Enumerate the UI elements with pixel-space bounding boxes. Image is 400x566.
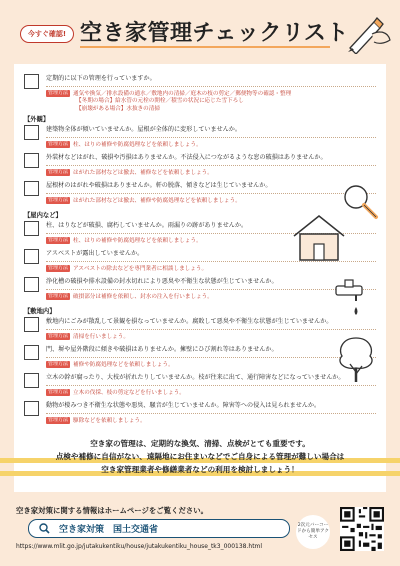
item-question: 柱、はりなどが破損、腐朽していませんか。雨漏りの跡がありませんか。 (46, 222, 248, 229)
method-badge: 管理方法 (48, 197, 69, 203)
item-question: 浄化槽の破損や排水設備の封水切れにより悪臭や不衛生な状態が生じていませんか。 (46, 278, 278, 285)
method-badge: 管理方法 (48, 237, 69, 243)
pencil-hand-icon (344, 14, 394, 54)
item-answer: 管理方法 駆除などを依頼しましょう。 (48, 417, 146, 424)
check-now-tag: 今すぐ確認! (20, 25, 74, 43)
checkbox[interactable] (24, 317, 39, 332)
page-header (0, 0, 400, 60)
dotted-divider (46, 137, 376, 138)
item-answer: 管理方法 はがれた部材などは撤去、補修などを依頼しましょう。 (48, 169, 213, 176)
checkbox[interactable] (24, 373, 39, 388)
item-answer: 管理方法 補修や防腐処理などを依頼しましょう。 (48, 361, 174, 368)
item-question: 門、塀や屋外階段に傾きや破損はありませんか。擁壁にひび割れ等はありませんか。 (46, 346, 278, 353)
section-label-exterior: 【外観】 (24, 116, 50, 123)
item-question: 屋根材のはがれや破損はありませんか。軒の脱落、傾きなどは生じていませんか。 (46, 182, 272, 189)
item-question: アスベストが露出していませんか。 (46, 250, 144, 257)
checkbox[interactable] (24, 221, 39, 236)
item-answer: 管理方法 はがれた部材などは撤去、補修や防腐処理などを依頼しましょう。 (48, 197, 241, 204)
method-badge: 管理方法 (48, 361, 69, 367)
item-answer: 管理方法 立木の伐採、枝の剪定などを行いましょう。 (48, 389, 185, 396)
summary-line: 空き家の管理は、定期的な換気、清掃、点検がとても重要です。 (90, 439, 310, 448)
item-question: 敷地内にごみが散乱して景観を損なっていませんか。腐敗して悪臭や不衛生な状態が生じていませんか。 (46, 318, 333, 325)
item-answer: 管理方法 破損部分は補修を依頼し、封水の注入を行いましょう。 (48, 293, 213, 300)
checkbox[interactable] (24, 401, 39, 416)
title-underline (80, 46, 330, 48)
summary-line: 空き家管理業者や修繕業者などの利用を検討しましょう！ (0, 463, 400, 476)
method-badge: 管理方法 (48, 141, 69, 147)
dotted-divider (46, 357, 376, 358)
dotted-divider (46, 193, 376, 194)
summary-message (0, 437, 400, 476)
section-label-grounds: 【敷地内】 (24, 308, 56, 315)
search-box[interactable] (28, 519, 290, 538)
item-question: 定期的に以下の管理を行っていますか。 (46, 75, 156, 82)
checkbox[interactable] (24, 153, 39, 168)
method-badge: 管理方法 (48, 389, 69, 395)
page-title: 空き家管理チェックリスト (80, 21, 349, 46)
checkbox[interactable] (24, 249, 39, 264)
method-badge: 管理方法 (48, 90, 69, 96)
method-badge: 管理方法 (48, 265, 69, 271)
item-question: 建築物全体が傾いていませんか。屋根が全体的に変形していませんか。 (46, 126, 241, 133)
checkbox[interactable] (24, 181, 39, 196)
dotted-divider (46, 385, 376, 386)
item-answer: 【冬期の場合】給水管の元栓の開栓／積雪の状況に応じた雪下ろし (76, 98, 244, 104)
item-answer: 管理方法 清掃を行いましょう。 (48, 333, 129, 340)
tree-icon (334, 334, 378, 384)
website-url[interactable]: https://www.mlit.go.jp/jutakukentiku/house/jutakukentiku_house_tk3_000138.html (16, 543, 263, 550)
checkbox[interactable] (24, 345, 39, 360)
method-badge: 管理方法 (48, 417, 69, 423)
dotted-divider (46, 86, 376, 87)
page-footer (14, 505, 386, 563)
item-question: 外装材などはがれ、破損や汚損はありませんか。不法侵入につながるような窓の破損はありませんか。 (46, 154, 327, 161)
qr-note: 2次元バーコードから簡単アクセス (296, 515, 330, 549)
search-keyword: 空き家対策 国土交通省 (59, 525, 159, 535)
section-label-interior: 【屋内など】 (24, 212, 62, 219)
method-badge: 管理方法 (48, 333, 69, 339)
item-answer: 管理方法 柱、はりの補修や防腐処理などを依頼しましょう。 (48, 141, 202, 148)
qr-code[interactable] (340, 507, 384, 551)
house-icon (290, 212, 348, 262)
dotted-divider (46, 289, 376, 290)
item-question: 動物が棲みつき不衛生な状態や悪臭、騒音が生じていませんか。障害等への侵入は見られませんか。 (46, 402, 321, 409)
checkbox[interactable] (24, 277, 39, 292)
item-answer: 管理方法 通気や換気／排水設備の通水／敷地内の清掃／庭木の枝の剪定／郵便物等の確認・整理 (48, 90, 292, 97)
summary-line: 点検や補修に自信がない、遠隔地にお住まいなどでご自身による管理が難しい場合は (0, 450, 400, 463)
item-question: 立木の幹が腐ったり、大枝が折れたりしていませんか。枝が往来に出て、通行障害などになっていませんか。 (46, 374, 345, 381)
item-answer: 【崩壊がある場合】水抜きの清掃 (76, 106, 160, 112)
method-badge: 管理方法 (48, 293, 69, 299)
dotted-divider (46, 329, 376, 330)
item-answer: 管理方法 柱、はりの補修や防腐処理などを依頼しましょう。 (48, 237, 202, 244)
item-answer: 管理方法 アスベストの除去などを専門業者に相談しましょう。 (48, 265, 208, 272)
faucet-icon (332, 278, 374, 320)
checkbox[interactable] (24, 125, 39, 140)
checklist-card (14, 64, 386, 492)
dotted-divider (46, 413, 376, 414)
search-icon (39, 523, 50, 534)
footer-lead-text: 空き家対策に関する情報はホームページをご覧ください。 (16, 506, 209, 515)
method-badge: 管理方法 (48, 169, 69, 175)
checkbox[interactable] (24, 74, 39, 89)
dotted-divider (46, 165, 376, 166)
